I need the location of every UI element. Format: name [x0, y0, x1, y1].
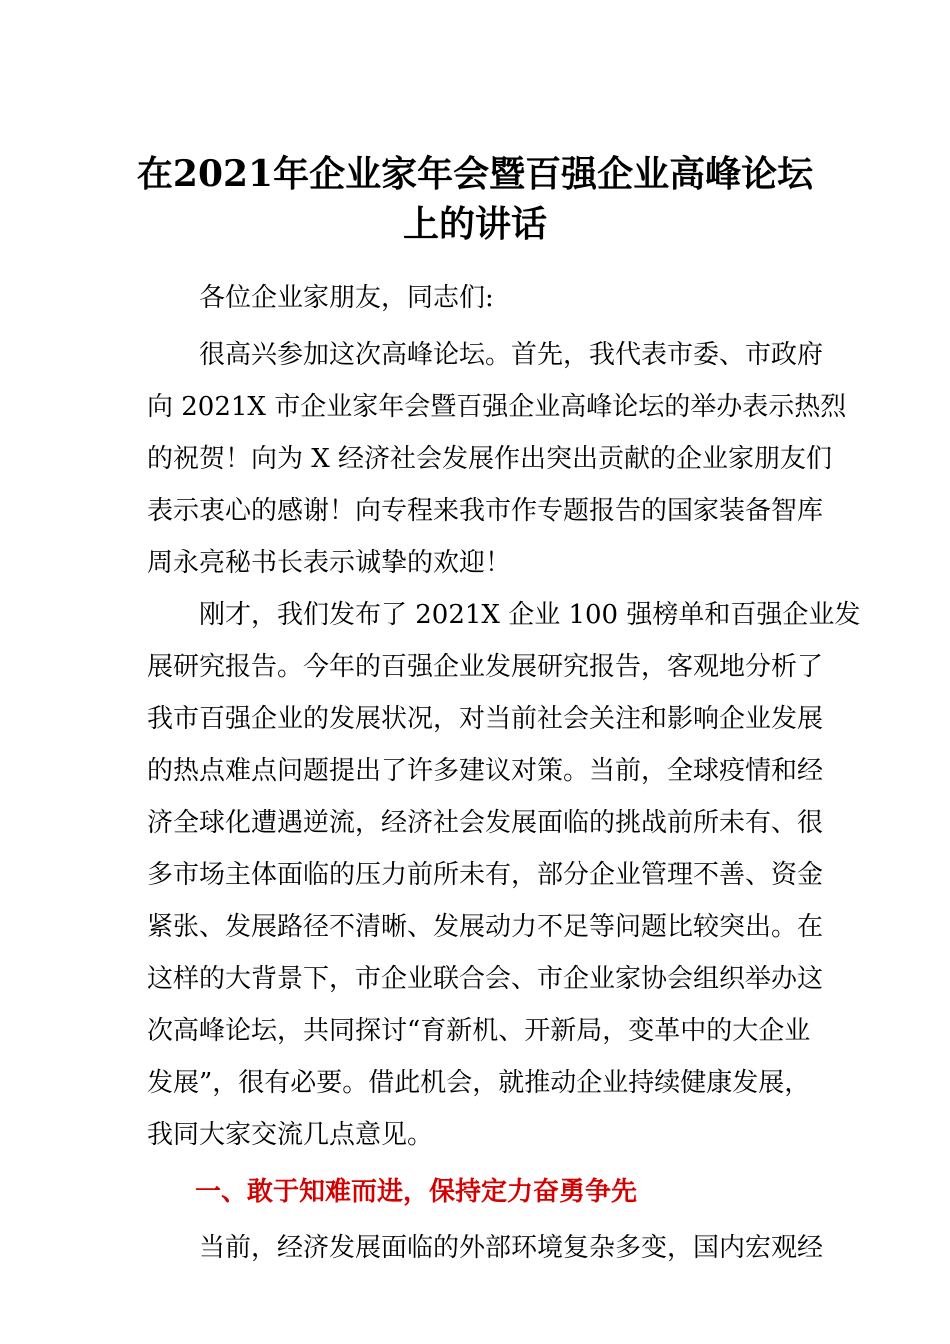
paragraph-line: 刚才，我们发布了 2021X 企业 100 强榜单和百强企业发: [199, 600, 861, 630]
paragraph-line: 的祝贺！向为 X 经济社会发展作出突出贡献的企业家朋友们: [147, 444, 833, 474]
paragraph-line: 展研究报告。今年的百强企业发展研究报告，客观地分析了: [147, 652, 824, 682]
paragraph-line: 济全球化遭遇逆流，经济社会发展面临的挑战前所未有、很: [147, 808, 824, 838]
paragraph-line: 这样的大背景下，市企业联合会、市企业家协会组织举办这: [147, 964, 824, 994]
paragraph-line: 当前，经济发展面临的外部环境复杂多变，国内宏观经: [199, 1233, 824, 1263]
paragraph-line: 周永亮秘书长表示诚挚的欢迎！: [147, 548, 512, 578]
paragraph-line: 紧张、发展路径不清晰、发展动力不足等问题比较突出。在: [147, 912, 824, 942]
paragraph-line: 向 2021X 市企业家年会暨百强企业高峰论坛的举办表示热烈: [147, 392, 847, 422]
paragraph-line: 我同大家交流几点意见。: [147, 1120, 434, 1150]
paragraph-line: 的热点难点问题提出了许多建议对策。当前，全球疫情和经: [147, 756, 824, 786]
document-title-line-2: 上的讲话: [402, 203, 547, 245]
salutation: 各位企业家朋友，同志们:: [199, 283, 494, 313]
section-heading-1: 一、敢于知难而进，保持定力奋勇争先: [195, 1177, 638, 1207]
paragraph-line: 很高兴参加这次高峰论坛。首先，我代表市委、市政府: [199, 340, 824, 370]
paragraph-line: 我市百强企业的发展状况，对当前社会关注和影响企业发展: [147, 704, 824, 734]
paragraph-line: 发展”，很有必要。借此机会，就推动企业持续健康发展，: [147, 1068, 811, 1098]
document-title-line-1: 在2021年企业家年会暨百强企业高峰论坛: [136, 153, 814, 195]
paragraph-line: 多市场主体面临的压力前所未有，部分企业管理不善、资金: [147, 860, 824, 890]
paragraph-line: 次高峰论坛，共同探讨“育新机、开新局，变革中的大企业: [147, 1016, 811, 1046]
paragraph-line: 表示衷心的感谢！向专程来我市作专题报告的国家装备智库: [147, 496, 824, 526]
